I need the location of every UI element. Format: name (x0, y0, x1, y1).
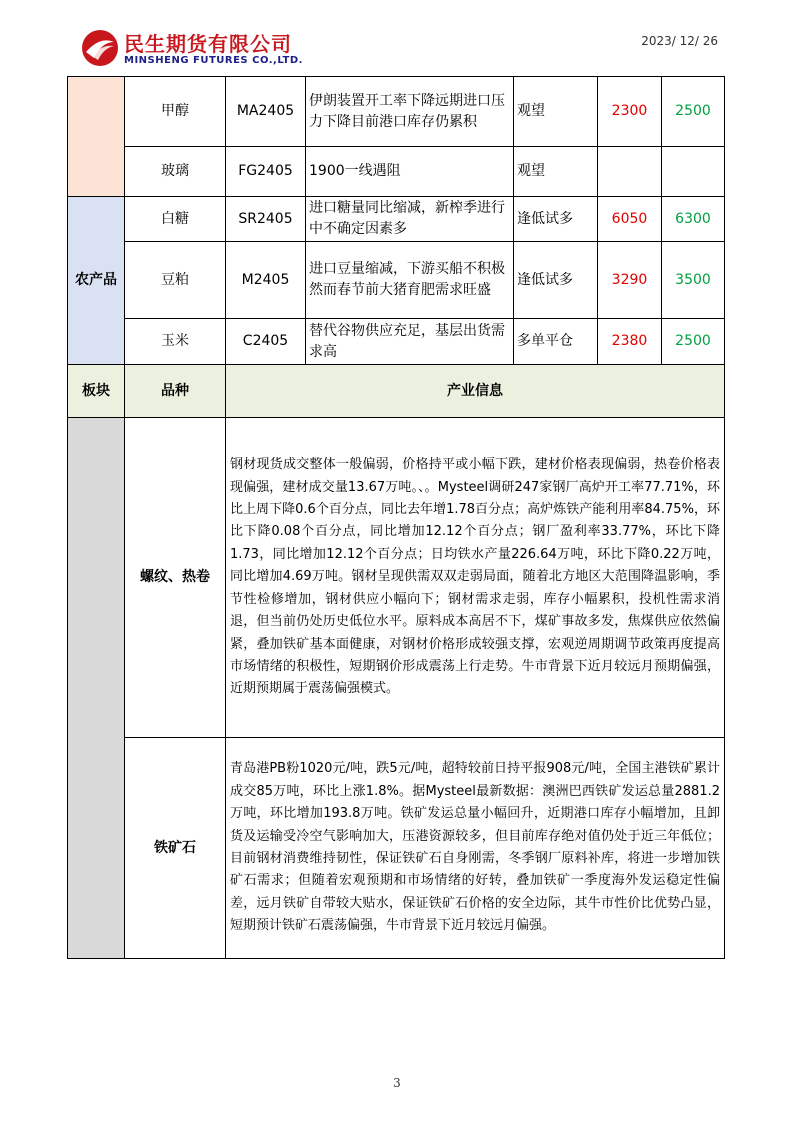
resistance-price: 2500 (662, 319, 725, 365)
table-row (68, 147, 725, 197)
strategy-text: 观望 (514, 77, 598, 147)
category-agri: 农产品 (68, 197, 125, 365)
logic-text: 伊朗装置开工率下降远期进口压力下降目前港口库存仍累积 (306, 77, 514, 147)
support-price: 2380 (598, 319, 662, 365)
info-variety-name: 螺纹、热卷 (125, 418, 226, 738)
table-row (68, 242, 725, 319)
header-info: 产业信息 (226, 365, 725, 418)
category-cell (68, 77, 125, 197)
support-price: 3290 (598, 242, 662, 319)
report-date: 2023/ 12/ 26 (641, 34, 718, 48)
resistance-price: 3500 (662, 242, 725, 319)
company-name-cn: 民生期货有限公司 (124, 32, 292, 56)
info-text: 钢材现货成交整体一般偏弱，价格持平或小幅下跌，建材价格表现偏弱，热卷价格表现偏强，建材成交量13.67万吨。、。Mysteel调研247家钢厂高炉开工率77.71%，环比上周下降0.6个百分点，同比去年增1.78百分点；高炉炼铁产能利用率84.75%，环比下降0.08个百分点，同比增加12.12个百分点；钢厂盈利率33.77%，环比下降1.73，同比增加12.12个百分点；日均铁水产量226.64万吨，环比下降0.22万吨，同比增加4.69万吨。钢材呈现供需双双走弱局面，随着北方地区大范围降温影响，季节性检修增加，钢材供应小幅向下；钢材需求走弱，库存小幅累积，投机性需求消退，但当前仍处历史低位水平。原料成本高居不下，煤矿事故多发，焦煤供应依然偏紧，叠加铁矿基本面健康，对钢材价格形成较强支撑，宏观逆周期调节政策再度提高市场情绪的积极性，短期钢价形成震荡上行走势。牛市背景下近月较远月预期偏强，近期预期属于震荡偏强模式。 (226, 418, 725, 738)
table-row (68, 319, 725, 365)
support-price: 6050 (598, 197, 662, 242)
variety-name: 白糖 (125, 197, 226, 242)
resistance-price: 6300 (662, 197, 725, 242)
variety-name: 豆粕 (125, 242, 226, 319)
page-header (0, 0, 794, 80)
variety-name: 玻璃 (125, 147, 226, 197)
logic-text: 进口糖量同比缩减，新榨季进行中不确定因素多 (306, 197, 514, 242)
logic-text: 1900一线遇阻 (306, 147, 514, 197)
minsheng-logo-icon (80, 28, 120, 68)
support-price: 2300 (598, 77, 662, 147)
table-row (68, 77, 725, 147)
contract-code: MA2405 (226, 77, 306, 147)
table-row (68, 197, 725, 242)
contract-code: M2405 (226, 242, 306, 319)
contract-code: FG2405 (226, 147, 306, 197)
header-sector: 板块 (68, 365, 125, 418)
strategy-table (67, 76, 725, 959)
page-number: 3 (393, 1076, 401, 1090)
strategy-text: 观望 (514, 147, 598, 197)
info-variety-name: 铁矿石 (125, 738, 226, 959)
logic-text: 进口豆量缩减，下游买船不积极然而春节前大猪育肥需求旺盛 (306, 242, 514, 319)
info-text: 青岛港PB粉1020元/吨，跌5元/吨，超特较前日持平报908元/吨，全国主港铁矿累计成交85万吨，环比上涨1.8%。据Mysteel最新数据：澳洲巴西铁矿发运总量2881.2万吨，环比增加193.8万吨。铁矿发运总量小幅回升，近期港口库存小幅增加，且卸货及运输受冷空气影响加大，压港资源较多，但目前库存绝对值仍处于近三年低位；目前钢材消费维持韧性，保证铁矿石自身刚需，冬季钢厂原料补库，将进一步增加铁矿石需求；但随着宏观预期和市场情绪的好转，叠加铁矿一季度海外发运稳定性偏差，远月铁矿自带较大贴水，保证铁矿石价格的安全边际，其牛市性价比优势凸显，短期预计铁矿石震荡偏强，牛市背景下近月较远月偏强。 (226, 738, 725, 959)
table-row (68, 738, 725, 959)
info-header-row (68, 365, 725, 418)
resistance-price (662, 147, 725, 197)
strategy-text: 逢低试多 (514, 242, 598, 319)
contract-code: SR2405 (226, 197, 306, 242)
strategy-text: 逢低试多 (514, 197, 598, 242)
company-name-en: MINSHENG FUTURES CO.,LTD. (124, 55, 303, 66)
variety-name: 玉米 (125, 319, 226, 365)
support-price (598, 147, 662, 197)
contract-code: C2405 (226, 319, 306, 365)
variety-name: 甲醇 (125, 77, 226, 147)
logic-text: 替代谷物供应充足，基层出货需求高 (306, 319, 514, 365)
resistance-price: 2500 (662, 77, 725, 147)
table-row (68, 418, 725, 738)
sector-cell (68, 418, 125, 959)
strategy-text: 多单平仓 (514, 319, 598, 365)
header-variety: 品种 (125, 365, 226, 418)
